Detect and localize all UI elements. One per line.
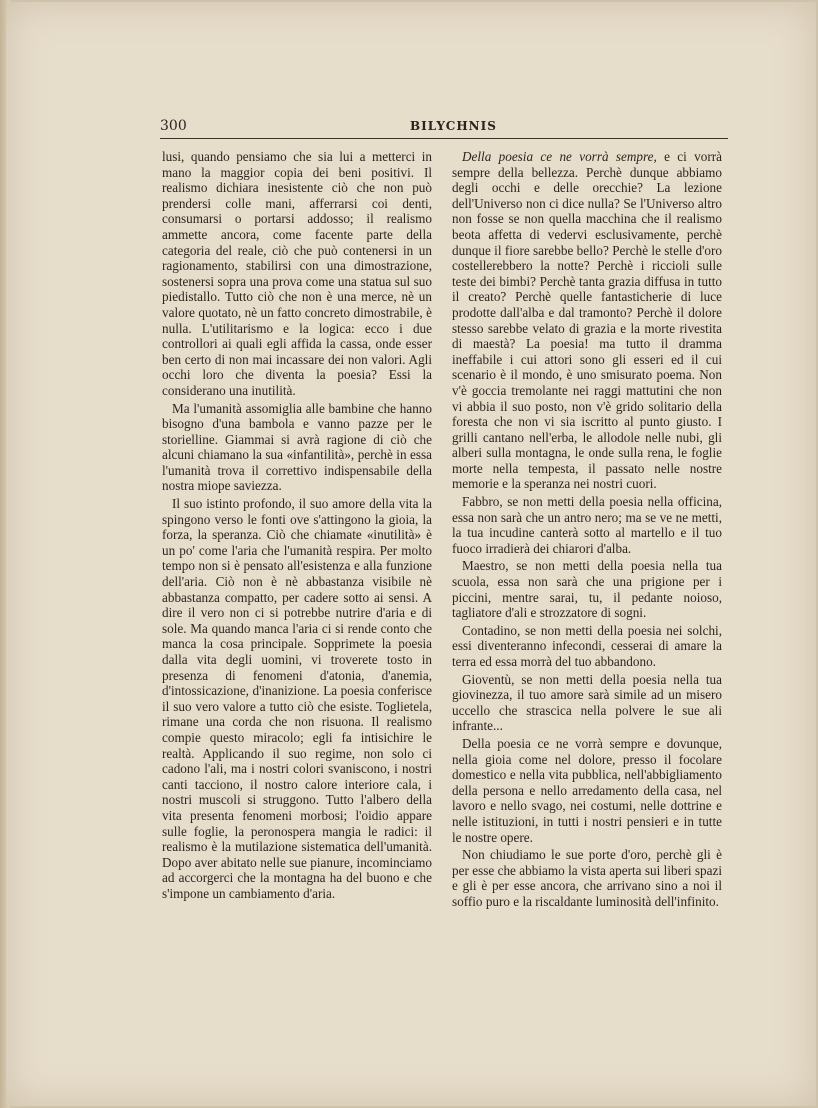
running-header: [160, 118, 728, 140]
journal-title: BILYCHNIS: [410, 119, 497, 133]
header-rule: [160, 138, 728, 139]
italic-phrase: Della poesia ce ne vorrà sempre,: [462, 149, 657, 164]
paragraph: Maestro, se non metti della poesia nella tua scuola, essa non sarà che una prigione per i piccini, mentre sarai, tu, il pedante noioso, tagliatore d'ali e strozzatore di sogni.: [452, 558, 722, 621]
paragraph: Il suo istinto profondo, il suo amore della vita la spingono verso le fonti ove s'attingono la gioia, la forza, la speranza. Ciò che chiamate «inutilità» è un po' come l'aria che l'umanità respira. Per molto tempo non si è pensato all'esistenza e alla funzione dell'aria. Ciò non è nè abbastanza visibile nè abbastanza compatto, per cadere sotto ai sensi. A dire il vero non ci si potrebbe nutrire d'aria e di sole. Ma quando manca l'aria ci si rende conto che manca la cosa principale. Sopprimete la poesia dalla vita degli uomini, vi troverete tosto in presenza di fenomeni d'atonia, d'anemia, d'intossicazione, d'inanizione. La poesia conferisce il suo vero valore a tutto ciò che esiste. Toglietela, rimane una corda che non risuona. Il realismo compie questo miracolo; egli fa intisichire le realtà. Applicando il suo regime, non solo ci cadono l'ali, ma i nostri colori svaniscono, i nostri canti tacciono, il nostro calore interiore cala, i nostri muscoli si struggono. Tutto l'albero della vita presenta fenomeni morbosi; l'oidio appare sulle foglie, la peronospera mangia le radici: il realismo è la mutilazione sistematica dell'umanità. Dopo aver abitato nelle sue pianure, incominciamo ad accorgerci che la montagna ha del buono e che s'impone un cambiamento d'aria.: [162, 496, 432, 901]
paragraph: Non chiudiamo le sue porte d'oro, perchè gli è per esse che abbiamo la vista aperta sui liberi spazi e gli è per esse ancora, che arrivano sino a noi il soffio puro e la riscaldante luminosità dell'infinito.: [452, 847, 722, 909]
paragraph: Della poesia ce ne vorrà sempre e dovunque, nella gioia come nel dolore, presso il focolare domestico e nella vita pubblica, nell'abbigliamento della persona e nello arredamento della casa, nel lavoro e nello svago, nei costumi, nelle dottrine e nelle istituzioni, in tutti i nostri pensieri e in tutte le nostre opere.: [452, 735, 722, 845]
right-column: [452, 149, 722, 912]
paragraph: lusi, quando pensiamo che sia lui a metterci in mano la maggior copia dei beni positivi. Il realismo dichiara inesistente ciò che non può prendersi colle mani, afferrarsi coi denti, consumarsi o portarsi addosso; il realismo ammette ancora, come facente parte della categoria del reale, ciò che può contenersi in un ragionamento, stabilirsi con una dimostrazione, sostenersi sopra una prova come una statua sul suo piedistallo. Tutto ciò che non è una merce, nè un valore quotato, nè un fatto concreto dimostrabile, è nulla. L'utilitarismo e la logica: ecco i due controllori ai quali egli affida la cassa, onde esser ben certo di non mai incassare dei non valori. Agli occhi loro che diventa la poesia? Essi la considerano una inutilità.: [162, 149, 432, 398]
page-number: 300: [160, 118, 187, 134]
paragraph: Gioventù, se non metti della poesia nella tua giovinezza, il tuo amore sarà simile ad un misero uccello che strascica nella polvere le sue ali infrante...: [452, 671, 722, 734]
paragraph: Contadino, se non metti della poesia nei solchi, essi diventeranno infecondi, cesserai di amare la terra ed essa morrà del tuo abbandono.: [452, 622, 722, 669]
paragraph-text: e ci vorrà sempre della bellezza. Perchè dunque abbiamo degli occhi e delle orecchie? La lezione dell'Universo non ci dice nulla? Se l'Universo altro non fosse se non quella macchina che il realismo beota affetta di vedervi esclusivamente, perchè dunque il fiore sarebbe bello? Perchè le stelle d'oro costellerebbero la notte? Perchè i riccioli sulle teste dei bimbi? Perchè tanta grazia diffusa in tutto il creato? Perchè quelle fantasticherie di luce prodotte dall'alba e dal tramonto? Perchè il dolore stesso sarebbe velato di grazia e la morte rivestita di maestà? La poesia! ma tutto il dramma ineffabile i cui attori sono gli esseri ed il cui scenario è il mondo, è uno smisurato poema. Non v'è goccia tremolante nei raggi mattutini che non vi abbia il suo posto, non v'è grido solitario della foresta che non vi sia iscritto al punto giusto. I grilli cantano nell'erba, le allodole nelle nubi, gli alberi sulla montagna, le onde sulla rena, le foglie morte nella tempesta, il passato nelle nostre memorie e la speranza nei nostri cuori.: [452, 149, 722, 492]
paragraph: [452, 149, 722, 492]
paragraph: Ma l'umanità assomiglia alle bambine che hanno bisogno d'una bambola e vanno pazze per le storielline. Giammai si avrà ragione di ciò che alcuni chiamano la sua «infantilità», perchè in essa l'umanità trova il correttivo indispensabile della nostra miope saviezza.: [162, 400, 432, 494]
left-column: [162, 149, 432, 904]
paragraph: Fabbro, se non metti della poesia nella officina, essa non sarà che un antro nero; ma se ve ne metti, la tua incudine canterà sotto al martello e il tuo fuoco irradierà dei chiarori d'alba.: [452, 494, 722, 556]
